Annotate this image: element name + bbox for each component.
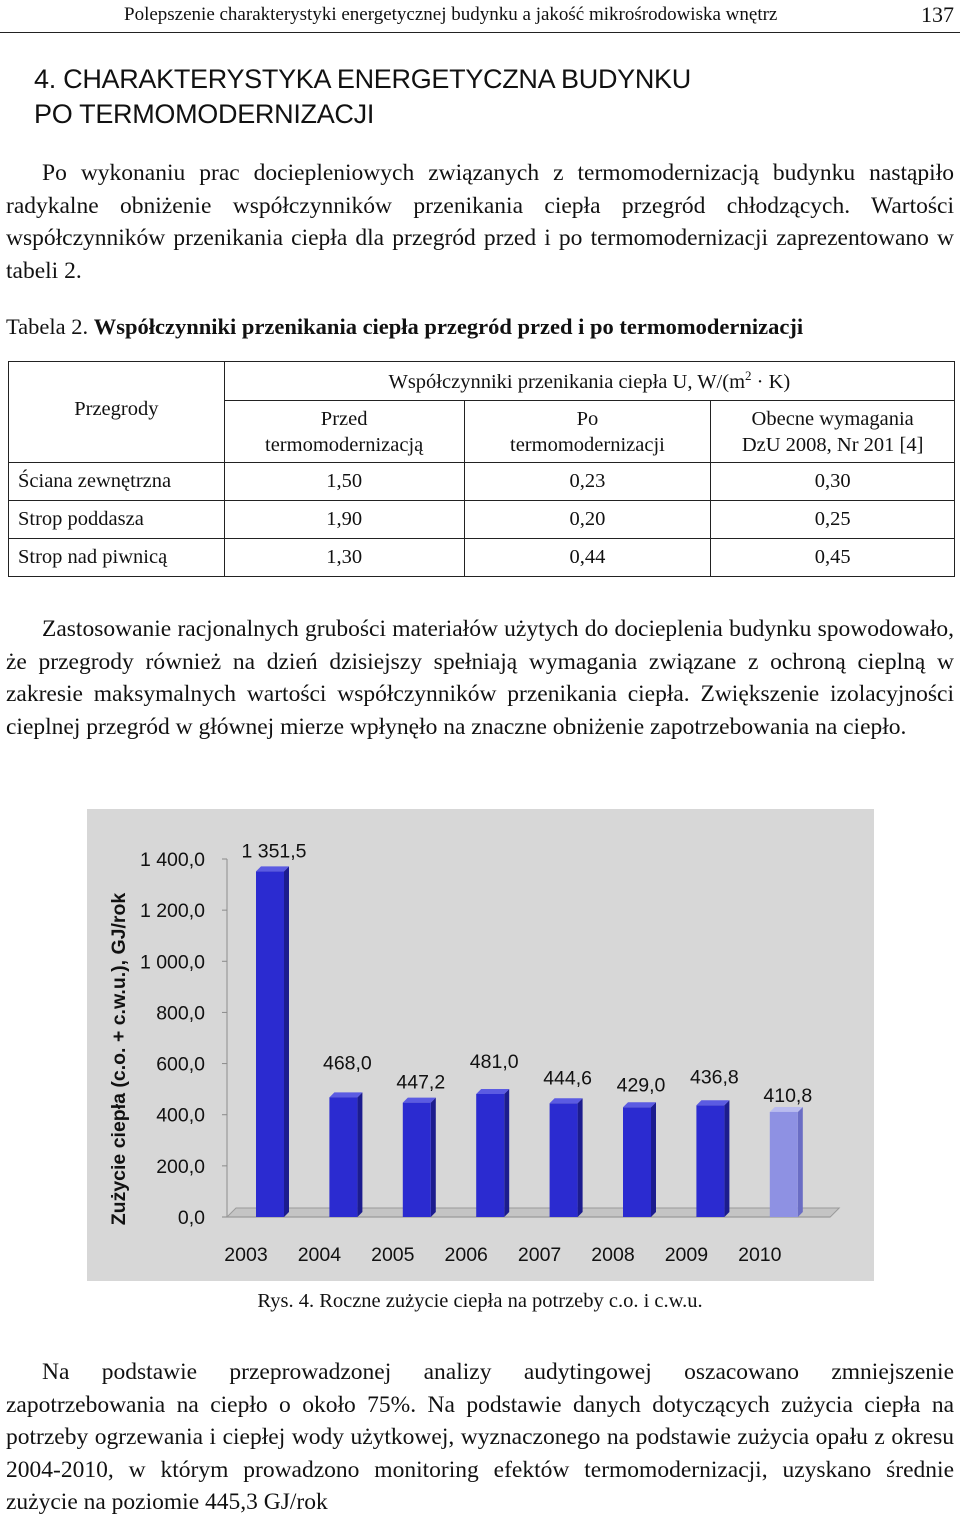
bar-top xyxy=(696,1100,729,1105)
heat-consumption-chart xyxy=(87,809,874,1281)
row-name: Ściana zewnętrzna xyxy=(9,463,225,501)
x-tick-label: 2010 xyxy=(738,1244,782,1266)
chart-floor-plane xyxy=(227,1208,839,1217)
bar-side xyxy=(504,1089,509,1217)
table-caption xyxy=(6,314,803,340)
chart-floor xyxy=(227,1208,839,1217)
value-label: 447,2 xyxy=(396,1071,446,1094)
running-header xyxy=(0,0,960,33)
bar-top xyxy=(403,1098,436,1103)
chart-svg xyxy=(87,809,874,1281)
row-before: 1,30 xyxy=(224,539,464,577)
header-coefficients-group xyxy=(224,362,954,401)
bar-side xyxy=(431,1098,436,1217)
chart-bars xyxy=(256,866,803,1217)
x-tick-label: 2007 xyxy=(517,1244,562,1266)
value-label: 468,0 xyxy=(322,1052,372,1075)
y-tick-label: 1 400,0 xyxy=(139,849,205,871)
x-tick-label: 2009 xyxy=(664,1244,709,1266)
bar-top xyxy=(770,1107,803,1112)
y-tick-labels xyxy=(140,849,227,1229)
bar-2007 xyxy=(550,1103,578,1217)
header-requirements xyxy=(711,401,955,463)
bar-top xyxy=(476,1089,509,1094)
row-before: 1,50 xyxy=(224,463,464,501)
bar-side xyxy=(798,1107,803,1217)
paragraph-2-text: Zastosowanie racjonalnych grubości materiałów użytych do docieplenia budynku spowodowało, że przegrody również na dzień dzisiejszy spełniają wymagania związane z ochroną cieplną w zakresie maksymalnych wartości współczynników przenikania ciepła. Zwiększenie izolacyjności cieplnej przegród w głównej mierze wpłynęło na znaczne obniżenie zapotrzebowania na ciepło. xyxy=(6,616,954,740)
value-label: 444,6 xyxy=(543,1067,593,1090)
bar-2004 xyxy=(329,1097,357,1217)
table-row xyxy=(9,539,955,577)
chart-axes xyxy=(227,859,830,1217)
x-tick-label: 2008 xyxy=(591,1244,635,1266)
paragraph-1 xyxy=(6,157,954,287)
bar-top xyxy=(256,866,289,871)
group-header-unit: · K) xyxy=(751,370,791,393)
y-tick-label: 400,0 xyxy=(156,1104,205,1127)
page-number: 137 xyxy=(921,2,954,27)
row-after: 0,20 xyxy=(464,501,711,539)
x-tick-label: 2006 xyxy=(444,1244,488,1266)
header-after xyxy=(464,401,711,463)
x-tick-label: 2004 xyxy=(297,1244,342,1266)
header-req-line-1: Obecne wymagania xyxy=(751,407,914,430)
header-req-line-2: DzU 2008, Nr 201 [4] xyxy=(741,433,924,456)
row-before: 1,90 xyxy=(224,501,464,539)
bar-top xyxy=(329,1092,362,1097)
value-label: 481,0 xyxy=(469,1051,519,1074)
table-caption-prefix: Tabela 2. xyxy=(6,314,89,339)
bar-side xyxy=(357,1092,362,1217)
y-axis-label: Zużycie ciepła (c.o. + c.w.u.), GJ/rok xyxy=(108,892,130,1226)
y-tick-label: 0,0 xyxy=(177,1207,205,1229)
row-after: 0,23 xyxy=(464,463,711,501)
bar-top xyxy=(550,1098,583,1103)
value-label: 436,8 xyxy=(689,1066,739,1089)
bar-side xyxy=(284,866,289,1217)
value-labels xyxy=(241,840,812,1107)
header-after-line-1: Po xyxy=(576,407,599,430)
row-name: Strop poddasza xyxy=(9,501,225,539)
row-name: Strop nad piwnicą xyxy=(9,539,225,577)
group-header-text: Współczynniki przenikania ciepła U, W/(m xyxy=(388,370,746,393)
header-partitions: Przegrody xyxy=(9,362,225,463)
row-after: 0,44 xyxy=(464,539,711,577)
row-required: 0,45 xyxy=(711,539,955,577)
header-before-line-1: Przed xyxy=(320,407,368,430)
paragraph-3 xyxy=(6,1356,954,1519)
group-header-sup: 2 xyxy=(745,368,752,384)
section-title xyxy=(34,62,934,132)
bar-side xyxy=(578,1098,583,1217)
y-tick-label: 200,0 xyxy=(156,1155,205,1178)
table-header-row xyxy=(9,362,955,401)
bar-2005 xyxy=(403,1103,431,1217)
bar-2003 xyxy=(256,871,284,1217)
row-required: 0,25 xyxy=(711,501,955,539)
table-row xyxy=(9,463,955,501)
value-label: 429,0 xyxy=(616,1074,666,1097)
value-label: 1 351,5 xyxy=(241,840,307,863)
bar-side xyxy=(651,1102,656,1217)
section-title-line-2: PO TERMOMODERNIZACJI xyxy=(34,99,375,129)
x-tick-labels xyxy=(224,1244,781,1266)
bar-2008 xyxy=(623,1107,651,1217)
bar-2006 xyxy=(476,1094,504,1217)
header-before-line-2: termomodernizacją xyxy=(265,433,424,456)
figure-caption: Rys. 4. Roczne zużycie ciepła na potrzeby c.o. i c.w.u. xyxy=(257,1290,703,1312)
x-tick-label: 2003 xyxy=(224,1244,268,1266)
table-row xyxy=(9,501,955,539)
running-title: Polepszenie charakterystyki energetycznej budynku a jakość mikrośrodowiska wnętrz xyxy=(124,4,778,25)
bar-top xyxy=(623,1102,656,1107)
row-required: 0,30 xyxy=(711,463,955,501)
value-label: 410,8 xyxy=(763,1084,813,1107)
header-after-line-2: termomodernizacji xyxy=(510,433,665,456)
section-title-line-1: 4. CHARAKTERYSTYKA ENERGETYCZNA BUDYNKU xyxy=(34,64,691,94)
y-tick-label: 800,0 xyxy=(156,1002,205,1025)
paragraph-1-text: Po wykonaniu prac dociepleniowych związanych z termomodernizacją budynku nastąpiło radykalne obniżenie współczynników przenikania ciepła przegród chłodzących. Wartości współczynników przenikania ciepła dla przegród przed i po termomodernizacji zaprezentowano w tabeli 2. xyxy=(6,160,954,284)
x-tick-label: 2005 xyxy=(371,1244,415,1266)
paragraph-2 xyxy=(6,613,954,743)
bar-2009 xyxy=(696,1105,724,1217)
table-caption-title: Współczynniki przenikania ciepła przegród przed i po termomodernizacji xyxy=(93,314,804,339)
y-tick-label: 600,0 xyxy=(156,1053,205,1076)
y-tick-label: 1 200,0 xyxy=(139,900,205,923)
bar-side xyxy=(724,1100,729,1217)
bar-2010 xyxy=(770,1112,798,1217)
coefficient-table xyxy=(8,361,955,577)
paragraph-3-text: Na podstawie przeprowadzonej analizy audytingowej oszacowano zmniejszenie zapotrzebowania na ciepło o około 75%. Na podstawie danych dotyczących zużycia ciepła na potrzeby ogrzewania i ciepłej wody użytkowej, wyznaczonego na podstawie zużycia opału z okresu 2004-2010, w którym prowadzono monitoring efektów termomodernizacji, uzyskano średnie zużycie na poziomie 445,3 GJ/rok xyxy=(6,1359,954,1515)
header-before xyxy=(224,401,464,463)
y-tick-label: 1 000,0 xyxy=(139,951,205,974)
